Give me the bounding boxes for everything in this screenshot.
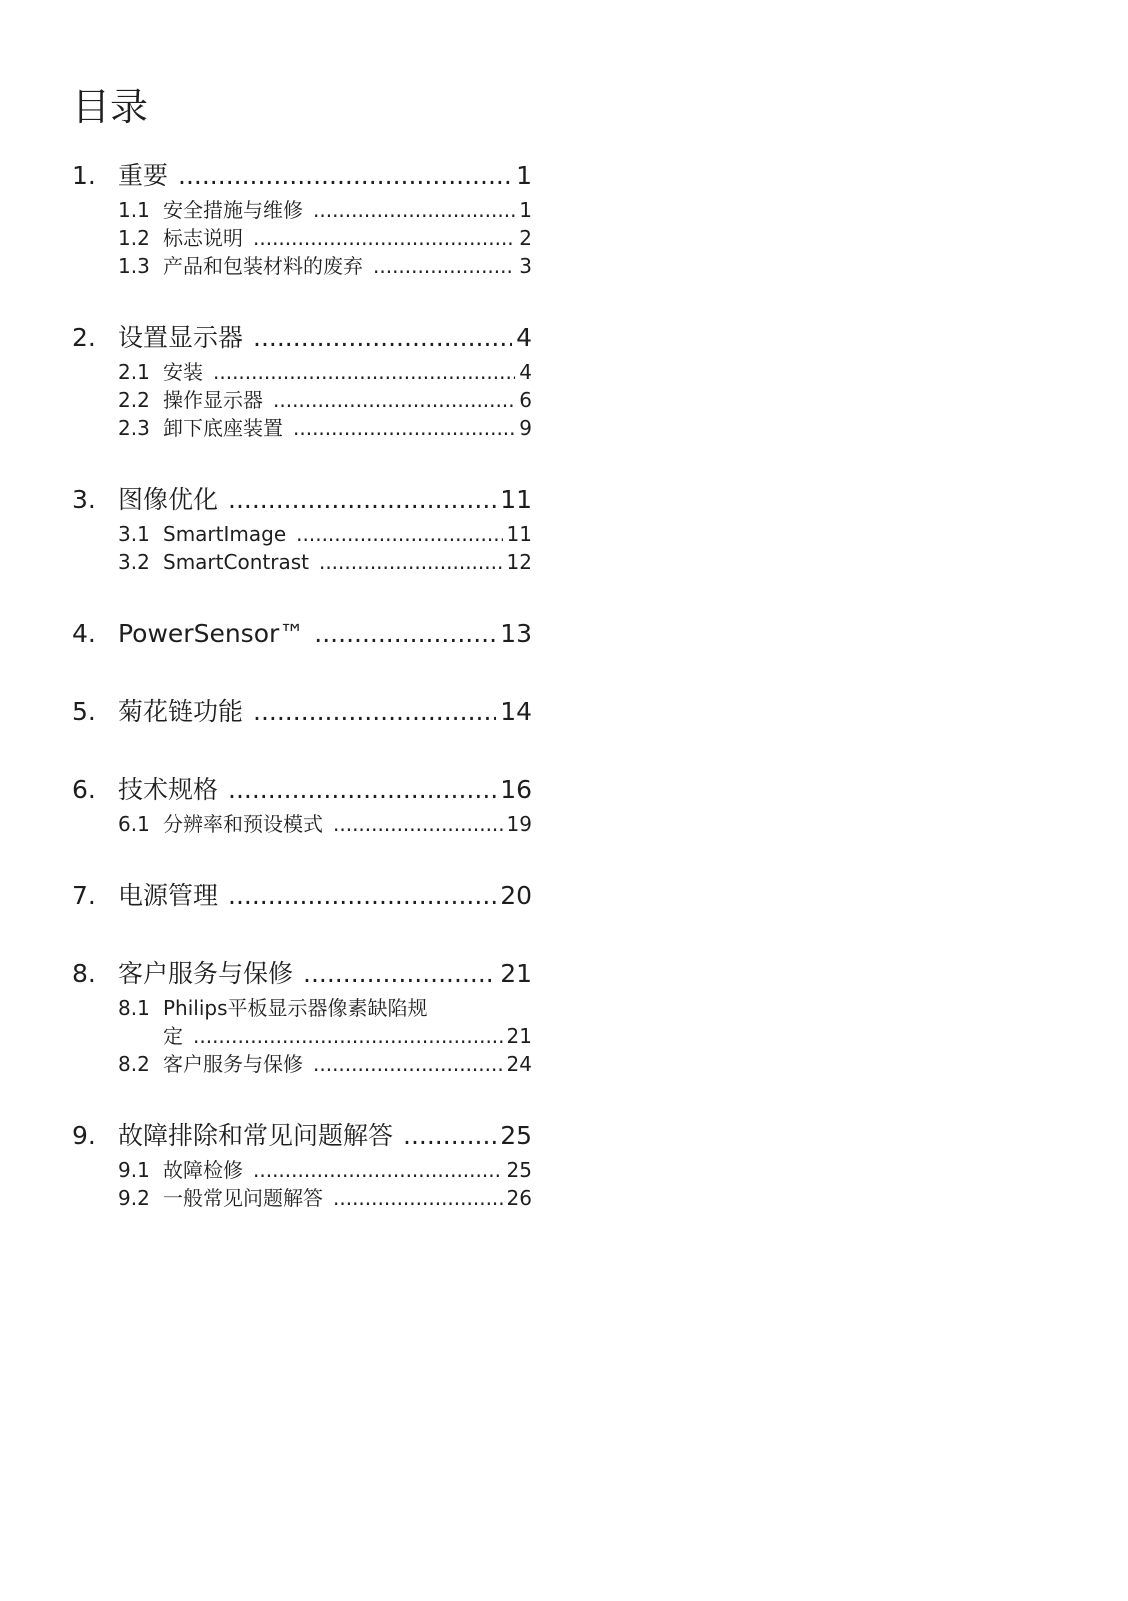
toc-section	[72, 692, 532, 732]
toc-section	[72, 1116, 532, 1212]
toc-subentry[interactable]	[72, 386, 532, 414]
page-number: 2	[519, 226, 532, 250]
dot-leader	[253, 1156, 503, 1184]
toc-entry[interactable]	[72, 876, 532, 916]
section-number: 7.	[72, 881, 96, 910]
subsection-number: 2.1	[118, 360, 150, 384]
toc-subentry[interactable]	[72, 548, 532, 576]
subsection-number: 1.3	[118, 254, 150, 278]
toc-subentry[interactable]	[72, 810, 532, 838]
page-number: 11	[500, 485, 532, 514]
subsection-label: 标志说明	[163, 226, 243, 250]
dot-leader	[253, 224, 515, 252]
page-number: 1	[516, 161, 532, 190]
subsection-number: 3.1	[118, 522, 150, 546]
subsection-number: 9.1	[118, 1158, 150, 1182]
dot-leader	[333, 810, 503, 838]
dot-leader	[253, 318, 512, 358]
toc-subentry[interactable]	[72, 520, 532, 548]
dot-leader	[213, 358, 515, 386]
subsection-number: 2.3	[118, 416, 150, 440]
dot-leader	[313, 1050, 503, 1078]
section-number: 8.	[72, 959, 96, 988]
subsection-label: 产品和包装材料的废弃	[163, 254, 363, 278]
dot-leader	[178, 156, 512, 196]
toc-entry[interactable]	[72, 318, 532, 358]
section-label: 技术规格	[118, 775, 219, 804]
page-number: 25	[506, 1158, 532, 1182]
subsection-number: 1.1	[118, 198, 150, 222]
page-number: 14	[500, 697, 532, 726]
dot-leader	[293, 414, 515, 442]
toc-section	[72, 318, 532, 442]
dot-leader	[319, 548, 503, 576]
section-number: 4.	[72, 619, 96, 648]
toc-subentry[interactable]	[72, 414, 532, 442]
dot-leader	[193, 1022, 503, 1050]
page-number: 20	[500, 881, 532, 910]
page-number: 4	[516, 323, 532, 352]
toc-entry[interactable]	[72, 954, 532, 994]
dot-leader	[273, 386, 515, 414]
subsection-label: 安全措施与维修	[163, 198, 303, 222]
toc-subentry[interactable]	[72, 358, 532, 386]
subsection-label-continued: 定	[163, 1024, 183, 1048]
subsection-label: Philips平板显示器像素缺陷规	[163, 996, 428, 1020]
toc-section	[72, 770, 532, 838]
section-label: 故障排除和常见问题解答	[118, 1121, 394, 1150]
section-number: 9.	[72, 1121, 96, 1150]
toc-subentry[interactable]	[72, 224, 532, 252]
toc-entry[interactable]	[72, 770, 532, 810]
dot-leader	[314, 614, 496, 654]
page-number: 4	[519, 360, 532, 384]
subsection-label: 分辨率和预设模式	[163, 812, 323, 836]
page-number: 6	[519, 388, 532, 412]
section-number: 1.	[72, 161, 96, 190]
section-label: PowerSensor™	[118, 619, 305, 648]
section-label: 电源管理	[118, 881, 219, 910]
page-number: 16	[500, 775, 532, 804]
toc-subentry[interactable]	[72, 196, 532, 224]
section-label: 图像优化	[118, 485, 219, 514]
dot-leader	[303, 954, 496, 994]
toc-entry[interactable]	[72, 480, 532, 520]
page-number: 1	[519, 198, 532, 222]
dot-leader	[228, 876, 496, 916]
page-number: 24	[506, 1052, 532, 1076]
section-label: 重要	[118, 161, 169, 190]
section-number: 3.	[72, 485, 96, 514]
page-number: 21	[506, 1024, 532, 1048]
toc-entry[interactable]	[72, 692, 532, 732]
subsection-label: SmartContrast	[163, 550, 309, 574]
subsection-number: 6.1	[118, 812, 150, 836]
page-number: 19	[506, 812, 532, 836]
toc-section	[72, 876, 532, 916]
subsection-number: 9.2	[118, 1186, 150, 1210]
dot-leader	[296, 520, 502, 548]
dot-leader	[228, 480, 496, 520]
page-number: 11	[506, 522, 532, 546]
toc-subentry[interactable]	[72, 1050, 532, 1078]
subsection-number: 8.1	[118, 996, 150, 1020]
subsection-label: 客户服务与保修	[163, 1052, 303, 1076]
page-number: 21	[500, 959, 532, 988]
toc-subentry[interactable]	[72, 994, 532, 1022]
dot-leader	[373, 252, 515, 280]
dot-leader	[333, 1184, 503, 1212]
page-number: 3	[519, 254, 532, 278]
subsection-number: 2.2	[118, 388, 150, 412]
subsection-label: 卸下底座装置	[163, 416, 283, 440]
page-number: 13	[500, 619, 532, 648]
subsection-label: 安装	[163, 360, 203, 384]
section-number: 6.	[72, 775, 96, 804]
section-number: 5.	[72, 697, 96, 726]
toc-subentry[interactable]	[72, 1156, 532, 1184]
page-number: 12	[506, 550, 532, 574]
page-title: 目录	[72, 85, 149, 129]
toc-entry[interactable]	[72, 614, 532, 654]
section-label: 设置显示器	[118, 323, 244, 352]
table-of-contents	[72, 156, 532, 1212]
toc-section	[72, 480, 532, 576]
dot-leader	[403, 1116, 496, 1156]
page-number: 9	[519, 416, 532, 440]
subsection-number: 3.2	[118, 550, 150, 574]
subsection-label: 故障检修	[163, 1158, 243, 1182]
subsection-number: 8.2	[118, 1052, 150, 1076]
section-number: 2.	[72, 323, 96, 352]
dot-leader	[313, 196, 515, 224]
toc-entry[interactable]	[72, 156, 532, 196]
toc-entry[interactable]	[72, 1116, 532, 1156]
section-label: 客户服务与保修	[118, 959, 294, 988]
page-number: 25	[500, 1121, 532, 1150]
subsection-label: 操作显示器	[163, 388, 263, 412]
subsection-label: 一般常见问题解答	[163, 1186, 323, 1210]
toc-section	[72, 614, 532, 654]
toc-section	[72, 954, 532, 1078]
toc-subentry-continued[interactable]	[72, 1022, 532, 1050]
subsection-label: SmartImage	[163, 522, 287, 546]
subsection-number: 1.2	[118, 226, 150, 250]
toc-section	[72, 156, 532, 280]
toc-subentry[interactable]	[72, 252, 532, 280]
section-label: 菊花链功能	[118, 697, 244, 726]
dot-leader	[253, 692, 496, 732]
toc-subentry[interactable]	[72, 1184, 532, 1212]
dot-leader	[228, 770, 496, 810]
page-number: 26	[506, 1186, 532, 1210]
